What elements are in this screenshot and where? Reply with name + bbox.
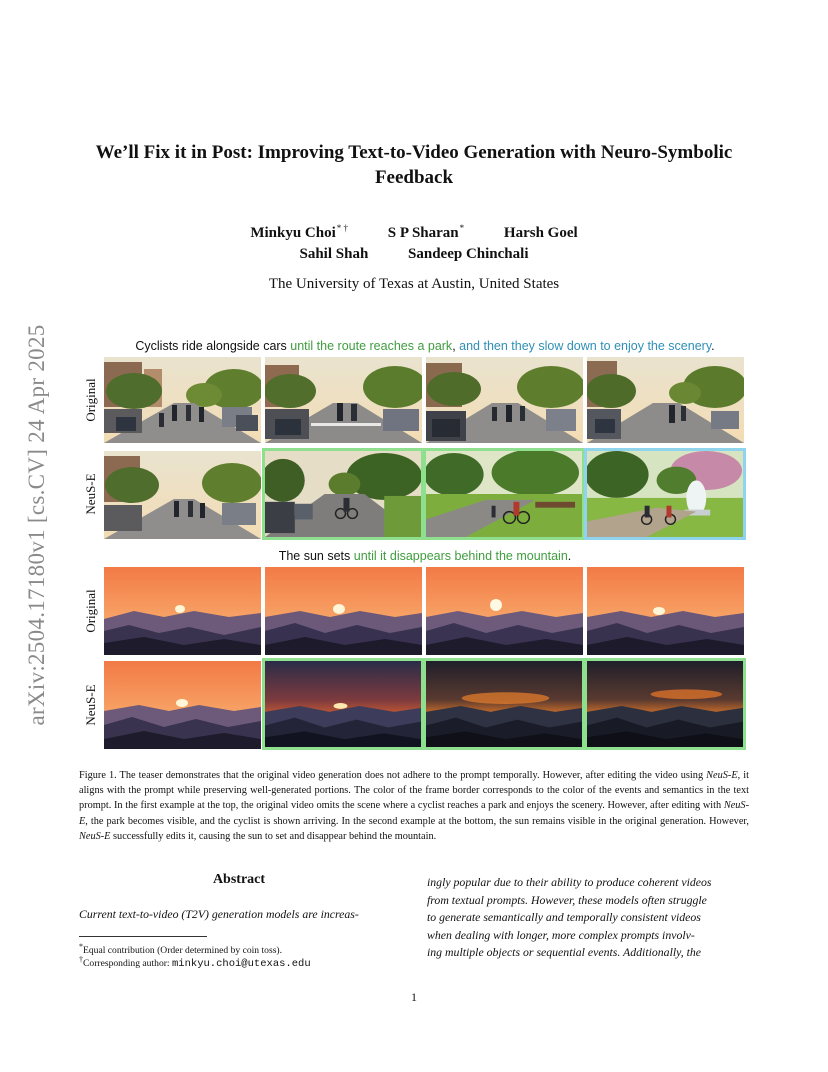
video-frame-edited-blue — [584, 448, 746, 540]
author-list — [200, 218, 628, 265]
abstract-line: ing multiple objects or sequential events. Additionally, the — [427, 945, 702, 959]
video-frame-street — [104, 451, 261, 539]
prompt-segment: until the route reaches a park — [290, 339, 453, 353]
author-email[interactable]: minkyu.choi@utexas.edu — [172, 958, 311, 971]
video-frame-edited-green — [423, 658, 585, 750]
video-frame-edited-green — [262, 658, 424, 750]
author-row-2 — [200, 244, 628, 265]
author: Sahil Shah — [299, 246, 369, 262]
video-frame-sunset — [265, 567, 422, 655]
row-label-neuse: NeuS-E — [83, 684, 98, 726]
abstract-text-left: Current text-to-video (T2V) generation models are increas- — [79, 907, 359, 921]
page-number: 1 — [411, 990, 417, 1004]
video-frame-edited-green — [584, 658, 746, 750]
video-frame-edited-green — [423, 448, 585, 540]
video-frame-street — [426, 357, 583, 443]
prompt-segment: . — [711, 339, 715, 353]
abstract-line: when dealing with longer, more complex prompts involv- — [427, 927, 695, 942]
prompt-segment: The sun sets — [278, 549, 354, 563]
arxiv-identifier — [22, 290, 52, 760]
author: Sandeep Chinchali — [408, 246, 529, 262]
paper-title: We’ll Fix it in Post: Improving Text-to-Video Generation with Neuro-Symbolic Feedback — [95, 142, 733, 188]
author-row-1 — [200, 218, 628, 244]
video-frame-edited-green — [262, 448, 424, 540]
video-frame-street — [587, 357, 744, 443]
prompt-segment: Cyclists ride alongside cars — [135, 339, 291, 353]
prompt-segment: , — [452, 339, 460, 353]
abstract-heading: Abstract — [212, 872, 266, 887]
figure-caption: Figure 1. The teaser demonstrates that the original video generation does not adhere to the prompt temporally. However, after editing the video using NeuS-E, it aligns with the prompt while preserving well-generated portions. The color of the frame border corresponds to the color of the events and semantics in the text prompt. In the first example at the top, the original video omits the scene where a cyclist reaches a park and enjoys the scenery. However, after editing with NeuS-E, the park becomes visible, and the cyclist is shown arriving. In the second example at the bottom, the sun remains visible in the original generation. However, NeuS-E successfully edits it, causing the sun to set and disappear behind the mountain. — [79, 770, 750, 842]
row-label-original: Original — [83, 589, 98, 633]
affiliation: The University of Texas at Austin, United States — [268, 276, 560, 292]
video-frame-sunset — [587, 567, 744, 655]
prompt-segment: and then they slow down to enjoy the scenery — [459, 339, 712, 353]
video-frame-sunset — [104, 661, 261, 749]
video-frame-sunset — [104, 567, 261, 655]
video-frame-street — [265, 357, 422, 443]
arxiv-identifier-text: arXiv:2504.17180v1 [cs.CV] 24 Apr 2025 — [24, 324, 49, 726]
row-label-original: Original — [83, 378, 98, 422]
figure-prompt-cyclists — [80, 339, 770, 353]
abstract-text-right — [427, 874, 750, 962]
abstract-line: ingly popular due to their ability to produce coherent videos — [427, 875, 712, 889]
footnote-equal-contribution: *Equal contribution (Order determined by coin toss). — [79, 942, 283, 957]
author: Harsh Goel — [503, 225, 578, 241]
figure-prompt-sunset — [80, 549, 770, 563]
abstract-line: from textual prompts. However, these models often struggle — [427, 892, 707, 907]
row-label-neuse: NeuS-E — [83, 473, 98, 515]
footnote-rule — [79, 936, 207, 937]
prompt-segment: . — [567, 549, 572, 563]
video-frame-sunset — [426, 567, 583, 655]
author: S P Sharan* — [387, 223, 465, 241]
author: Minkyu Choi* † — [250, 223, 349, 241]
video-frame-street — [104, 357, 261, 443]
footnote-corresponding-author: †Corresponding author: minkyu.choi@utexas.edu — [79, 955, 311, 971]
abstract-line: to generate semantically and temporally consistent videos — [427, 910, 701, 924]
prompt-segment: until it disappears behind the mountain — [353, 549, 568, 563]
